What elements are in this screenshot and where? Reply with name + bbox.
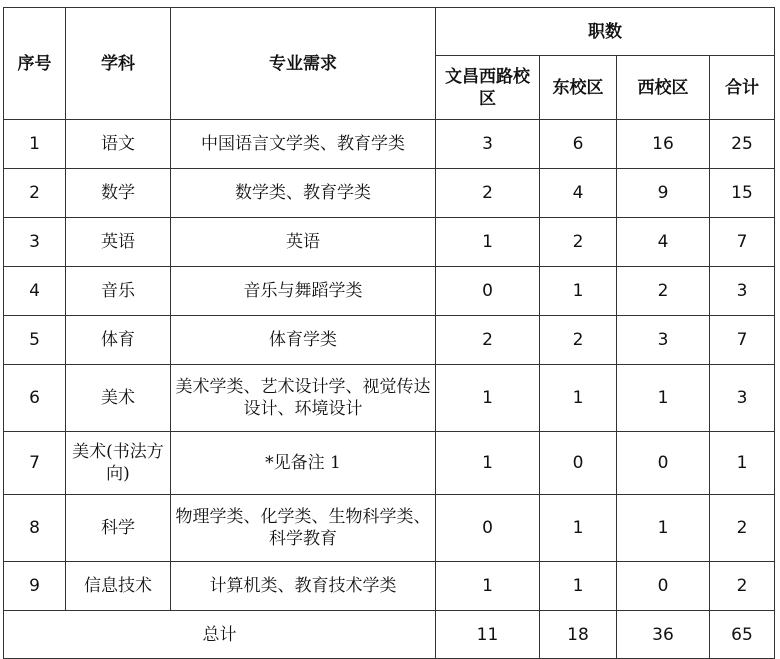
- cell-campus-wenchang: 0: [436, 267, 540, 316]
- table-row: [4, 562, 775, 611]
- cell-campus-west: 0: [617, 562, 710, 611]
- cell-campus-wenchang: 1: [436, 432, 540, 495]
- cell-subject: 音乐: [66, 267, 171, 316]
- cell-campus-east: 0: [540, 432, 617, 495]
- cell-campus-west: 1: [617, 365, 710, 432]
- cell-campus-west: 2: [617, 267, 710, 316]
- cell-seq: 1: [4, 120, 66, 169]
- cell-campus-wenchang: 2: [436, 316, 540, 365]
- cell-seq: 7: [4, 432, 66, 495]
- cell-subject: 语文: [66, 120, 171, 169]
- header-campus-wenchang: 文昌西路校区: [436, 56, 540, 120]
- total-campus-east: 18: [540, 611, 617, 659]
- cell-major: 计算机类、教育技术学类: [171, 562, 436, 611]
- header-row-1: [4, 8, 775, 56]
- table-row: [4, 432, 775, 495]
- header-major: 专业需求: [171, 8, 436, 120]
- cell-campus-wenchang: 1: [436, 365, 540, 432]
- table-row: [4, 365, 775, 432]
- total-label: 总计: [4, 611, 436, 659]
- header-total: 合计: [710, 56, 775, 120]
- cell-seq: 4: [4, 267, 66, 316]
- cell-major: 体育学类: [171, 316, 436, 365]
- cell-major: 英语: [171, 218, 436, 267]
- cell-major: 物理学类、化学类、生物科学类、科学教育: [171, 495, 436, 562]
- cell-total: 7: [710, 316, 775, 365]
- cell-major: 美术学类、艺术设计学、视觉传达设计、环境设计: [171, 365, 436, 432]
- cell-subject: 科学: [66, 495, 171, 562]
- cell-seq: 3: [4, 218, 66, 267]
- cell-total: 25: [710, 120, 775, 169]
- table-row: [4, 120, 775, 169]
- cell-subject: 数学: [66, 169, 171, 218]
- cell-campus-west: 16: [617, 120, 710, 169]
- cell-total: 2: [710, 495, 775, 562]
- cell-campus-wenchang: 3: [436, 120, 540, 169]
- cell-campus-wenchang: 0: [436, 495, 540, 562]
- total-grand: 65: [710, 611, 775, 659]
- cell-campus-east: 1: [540, 562, 617, 611]
- cell-seq: 9: [4, 562, 66, 611]
- recruitment-table: [3, 7, 775, 659]
- cell-total: 3: [710, 267, 775, 316]
- cell-seq: 5: [4, 316, 66, 365]
- cell-campus-west: 0: [617, 432, 710, 495]
- cell-campus-east: 1: [540, 267, 617, 316]
- header-campus-east: 东校区: [540, 56, 617, 120]
- cell-seq: 2: [4, 169, 66, 218]
- cell-total: 1: [710, 432, 775, 495]
- table-row: [4, 218, 775, 267]
- total-row: [4, 611, 775, 659]
- table-row: [4, 495, 775, 562]
- cell-total: 3: [710, 365, 775, 432]
- cell-major: 中国语言文学类、教育学类: [171, 120, 436, 169]
- cell-campus-east: 4: [540, 169, 617, 218]
- cell-campus-east: 2: [540, 316, 617, 365]
- cell-campus-east: 2: [540, 218, 617, 267]
- header-positions: 职数: [436, 8, 775, 56]
- header-seq: 序号: [4, 8, 66, 120]
- table-row: [4, 316, 775, 365]
- cell-campus-east: 6: [540, 120, 617, 169]
- cell-subject: 信息技术: [66, 562, 171, 611]
- total-campus-west: 36: [617, 611, 710, 659]
- cell-subject: 美术: [66, 365, 171, 432]
- header-campus-west: 西校区: [617, 56, 710, 120]
- cell-total: 15: [710, 169, 775, 218]
- cell-subject: 体育: [66, 316, 171, 365]
- table-row: [4, 169, 775, 218]
- cell-major: *见备注 1: [171, 432, 436, 495]
- table-row: [4, 267, 775, 316]
- cell-major: 数学类、教育学类: [171, 169, 436, 218]
- cell-total: 2: [710, 562, 775, 611]
- cell-campus-wenchang: 1: [436, 562, 540, 611]
- cell-total: 7: [710, 218, 775, 267]
- cell-subject: 英语: [66, 218, 171, 267]
- cell-campus-west: 9: [617, 169, 710, 218]
- cell-campus-west: 1: [617, 495, 710, 562]
- cell-campus-west: 3: [617, 316, 710, 365]
- total-campus-wenchang: 11: [436, 611, 540, 659]
- cell-subject: 美术(书法方向): [66, 432, 171, 495]
- cell-major: 音乐与舞蹈学类: [171, 267, 436, 316]
- cell-campus-east: 1: [540, 495, 617, 562]
- cell-seq: 6: [4, 365, 66, 432]
- header-subject: 学科: [66, 8, 171, 120]
- cell-campus-east: 1: [540, 365, 617, 432]
- cell-seq: 8: [4, 495, 66, 562]
- cell-campus-west: 4: [617, 218, 710, 267]
- cell-campus-wenchang: 2: [436, 169, 540, 218]
- cell-campus-wenchang: 1: [436, 218, 540, 267]
